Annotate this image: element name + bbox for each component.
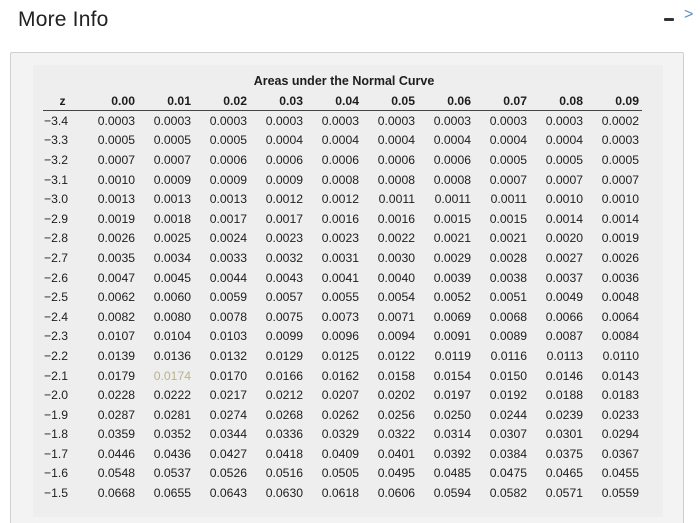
z-value-cell: −1.6 (44, 466, 69, 481)
probability-cell: 0.0060 (153, 290, 191, 305)
probability-cell: 0.0003 (601, 133, 639, 148)
probability-cell: 0.0032 (265, 250, 303, 265)
probability-cell: 0.0183 (601, 388, 639, 403)
probability-cell: 0.0054 (377, 290, 415, 305)
probability-cell: 0.0359 (97, 427, 135, 442)
probability-cell: 0.0256 (377, 407, 415, 422)
probability-cell: 0.0005 (489, 152, 527, 167)
probability-cell: 0.0021 (489, 231, 527, 246)
probability-cell: 0.0003 (545, 113, 583, 128)
probability-cell: 0.0004 (489, 133, 527, 148)
probability-cell: 0.0004 (265, 133, 303, 148)
probability-cell: 0.0233 (601, 407, 639, 422)
probability-cell: 0.0143 (601, 368, 639, 383)
probability-cell: 0.0007 (97, 152, 135, 167)
probability-cell: 0.0048 (601, 290, 639, 305)
z-value-cell: −2.1 (44, 368, 69, 383)
z-value-cell: −3.2 (44, 152, 69, 167)
probability-cell: 0.0166 (265, 368, 303, 383)
column-header: 0.03 (250, 91, 306, 111)
probability-cell: 0.0436 (153, 446, 191, 461)
probability-cell: 0.0197 (433, 388, 471, 403)
z-value-cell: −1.7 (44, 446, 69, 461)
probability-cell: 0.0003 (433, 113, 471, 128)
z-value-cell: −2.8 (44, 231, 69, 246)
z-value-cell: −1.8 (44, 427, 69, 442)
probability-cell: 0.0125 (321, 348, 359, 363)
probability-cell: 0.0154 (433, 368, 471, 383)
probability-cell: 0.0073 (321, 309, 359, 324)
probability-cell: 0.0594 (433, 486, 471, 501)
probability-cell: 0.0606 (377, 486, 415, 501)
probability-cell: 0.0024 (209, 231, 247, 246)
table-row (43, 366, 642, 386)
probability-cell: 0.0179 (97, 368, 135, 383)
z-value-cell: −2.6 (44, 270, 69, 285)
probability-cell: 0.0036 (601, 270, 639, 285)
probability-cell: 0.0582 (489, 486, 527, 501)
z-value-cell: −2.4 (44, 309, 69, 324)
probability-cell: 0.0018 (153, 211, 191, 226)
column-header: 0.07 (474, 91, 530, 111)
probability-cell: 0.0094 (377, 329, 415, 344)
probability-cell: 0.0262 (321, 407, 359, 422)
probability-cell: 0.0571 (545, 486, 583, 501)
column-header-z: z (43, 91, 82, 111)
probability-cell: 0.0016 (321, 211, 359, 226)
probability-cell: 0.0031 (321, 250, 359, 265)
probability-cell: 0.0217 (209, 388, 247, 403)
probability-cell: 0.0010 (601, 192, 639, 207)
probability-cell: 0.0146 (545, 368, 583, 383)
probability-cell: 0.0446 (97, 446, 135, 461)
probability-cell: 0.0505 (321, 466, 359, 481)
probability-cell: 0.0040 (377, 270, 415, 285)
probability-cell: 0.0082 (97, 309, 135, 324)
probability-cell: 0.0025 (153, 231, 191, 246)
dialog-title: More Info (18, 8, 109, 31)
probability-cell: 0.0301 (545, 427, 583, 442)
z-value-cell: −3.0 (44, 192, 69, 207)
probability-cell: 0.0643 (209, 486, 247, 501)
probability-cell: 0.0132 (209, 348, 247, 363)
probability-cell: 0.0035 (97, 250, 135, 265)
next-chevron-icon[interactable]: > (684, 6, 694, 23)
probability-cell: 0.0516 (265, 466, 303, 481)
probability-cell: 0.0465 (545, 466, 583, 481)
probability-cell: 0.0006 (433, 152, 471, 167)
probability-cell: 0.0392 (433, 446, 471, 461)
probability-cell: 0.0059 (209, 290, 247, 305)
probability-cell: 0.0004 (377, 133, 415, 148)
probability-cell: 0.0005 (545, 152, 583, 167)
table-row (43, 385, 642, 405)
probability-cell: 0.0047 (97, 270, 135, 285)
dialog-header (0, 0, 700, 44)
probability-cell: 0.0150 (489, 368, 527, 383)
probability-cell: 0.0019 (601, 231, 639, 246)
probability-cell: 0.0401 (377, 446, 415, 461)
cut-off-row (73, 489, 653, 499)
probability-cell: 0.0003 (377, 113, 415, 128)
probability-cell: 0.0003 (209, 113, 247, 128)
probability-cell: 0.0239 (545, 407, 583, 422)
table-row (43, 268, 642, 288)
probability-cell: 0.0002 (601, 113, 639, 128)
table-caption-text: Areas under the Normal Curve (253, 74, 435, 88)
probability-cell: 0.0015 (489, 211, 527, 226)
probability-cell: 0.0244 (489, 407, 527, 422)
probability-cell: 0.0022 (377, 231, 415, 246)
probability-cell: 0.0010 (545, 192, 583, 207)
column-header: 0.08 (530, 91, 586, 111)
probability-cell: 0.0009 (209, 172, 247, 187)
probability-cell: 0.0322 (377, 427, 415, 442)
probability-cell: 0.0139 (97, 348, 135, 363)
probability-cell: 0.0008 (433, 172, 471, 187)
table-row (43, 307, 642, 327)
probability-cell: 0.0006 (377, 152, 415, 167)
probability-cell: 0.0099 (265, 329, 303, 344)
probability-cell: 0.0003 (153, 113, 191, 128)
probability-cell: 0.0028 (489, 250, 527, 265)
probability-cell: 0.0548 (97, 466, 135, 481)
probability-cell: 0.0071 (377, 309, 415, 324)
probability-cell: 0.0003 (321, 113, 359, 128)
probability-cell: 0.0045 (153, 270, 191, 285)
probability-cell: 0.0003 (265, 113, 303, 128)
table-caption (33, 74, 663, 88)
probability-cell: 0.0051 (489, 290, 527, 305)
probability-cell: 0.0007 (545, 172, 583, 187)
probability-cell: 0.0188 (545, 388, 583, 403)
probability-cell: 0.0006 (209, 152, 247, 167)
column-header: 0.05 (362, 91, 418, 111)
probability-cell: 0.0005 (97, 133, 135, 148)
column-header: 0.06 (418, 91, 474, 111)
probability-cell: 0.0052 (433, 290, 471, 305)
probability-cell: 0.0559 (601, 486, 639, 501)
probability-cell: 0.0026 (97, 231, 135, 246)
table-row (43, 287, 642, 307)
table-body (43, 111, 642, 503)
probability-cell: 0.0455 (601, 466, 639, 481)
probability-cell: 0.0029 (433, 250, 471, 265)
z-value-cell: −2.5 (44, 290, 69, 305)
probability-cell: 0.0014 (601, 211, 639, 226)
z-value-cell: −2.0 (44, 388, 69, 403)
probability-cell: 0.0069 (433, 309, 471, 324)
table-row (43, 150, 642, 170)
probability-cell: 0.0307 (489, 427, 527, 442)
probability-cell: 0.0174 (153, 368, 191, 383)
table-header-row (43, 91, 642, 111)
probability-cell: 0.0017 (265, 211, 303, 226)
minimize-button[interactable] (664, 18, 674, 21)
probability-cell: 0.0068 (489, 309, 527, 324)
probability-cell: 0.0037 (545, 270, 583, 285)
probability-cell: 0.0006 (321, 152, 359, 167)
table-row (43, 170, 642, 190)
probability-cell: 0.0103 (209, 329, 247, 344)
probability-cell: 0.0004 (545, 133, 583, 148)
probability-cell: 0.0427 (209, 446, 247, 461)
column-header: 0.00 (82, 91, 138, 111)
probability-cell: 0.0475 (489, 466, 527, 481)
probability-cell: 0.0212 (265, 388, 303, 403)
column-header: 0.02 (194, 91, 250, 111)
probability-cell: 0.0012 (265, 192, 303, 207)
table-row (43, 229, 642, 249)
probability-cell: 0.0005 (153, 133, 191, 148)
probability-cell: 0.0202 (377, 388, 415, 403)
z-value-cell: −2.2 (44, 348, 69, 363)
probability-cell: 0.0005 (601, 152, 639, 167)
probability-cell: 0.0104 (153, 329, 191, 344)
table-row (43, 111, 642, 131)
probability-cell: 0.0005 (209, 133, 247, 148)
probability-cell: 0.0064 (601, 309, 639, 324)
probability-cell: 0.0110 (602, 348, 639, 363)
probability-cell: 0.0044 (209, 270, 247, 285)
probability-cell: 0.0084 (601, 329, 639, 344)
probability-cell: 0.0136 (153, 348, 191, 363)
probability-cell: 0.0537 (153, 466, 191, 481)
probability-cell: 0.0041 (321, 270, 359, 285)
z-value-cell: −1.5 (44, 486, 69, 501)
probability-cell: 0.0080 (153, 309, 191, 324)
probability-cell: 0.0352 (153, 427, 191, 442)
probability-cell: 0.0013 (209, 192, 247, 207)
probability-cell: 0.0020 (545, 231, 583, 246)
probability-cell: 0.0027 (545, 250, 583, 265)
table-row (43, 189, 642, 209)
table-row (43, 248, 642, 268)
probability-cell: 0.0015 (433, 211, 471, 226)
probability-cell: 0.0618 (321, 486, 359, 501)
probability-cell: 0.0009 (153, 172, 191, 187)
z-value-cell: −3.1 (44, 172, 69, 187)
probability-cell: 0.0019 (97, 211, 135, 226)
column-header: 0.09 (586, 91, 642, 111)
probability-cell: 0.0009 (265, 172, 303, 187)
probability-cell: 0.0039 (433, 270, 471, 285)
probability-cell: 0.0630 (265, 486, 303, 501)
probability-cell: 0.0007 (153, 152, 191, 167)
probability-cell: 0.0122 (377, 348, 415, 363)
probability-cell: 0.0495 (377, 466, 415, 481)
column-header: 0.01 (138, 91, 194, 111)
table-row (43, 464, 642, 484)
z-value-cell: −2.7 (44, 250, 69, 265)
probability-cell: 0.0011 (490, 192, 527, 207)
table-row (43, 346, 642, 366)
probability-cell: 0.0003 (97, 113, 135, 128)
probability-cell: 0.0010 (97, 172, 135, 187)
table-row (43, 444, 642, 464)
probability-cell: 0.0023 (321, 231, 359, 246)
probability-cell: 0.0096 (321, 329, 359, 344)
probability-cell: 0.0034 (153, 250, 191, 265)
probability-cell: 0.0043 (265, 270, 303, 285)
probability-cell: 0.0016 (377, 211, 415, 226)
probability-cell: 0.0030 (377, 250, 415, 265)
probability-cell: 0.0055 (321, 290, 359, 305)
table-row (43, 209, 642, 229)
probability-cell: 0.0007 (601, 172, 639, 187)
table-row (43, 131, 642, 151)
z-value-cell: −3.3 (44, 133, 69, 148)
column-header: 0.04 (306, 91, 362, 111)
probability-cell: 0.0409 (321, 446, 359, 461)
probability-cell: 0.0384 (489, 446, 527, 461)
probability-cell: 0.0281 (153, 407, 191, 422)
probability-cell: 0.0329 (321, 427, 359, 442)
probability-cell: 0.0011 (378, 192, 415, 207)
probability-cell: 0.0250 (433, 407, 471, 422)
probability-cell: 0.0007 (489, 172, 527, 187)
probability-cell: 0.0049 (545, 290, 583, 305)
normal-table-sheet (33, 65, 663, 517)
probability-cell: 0.0222 (153, 388, 191, 403)
probability-cell: 0.0011 (434, 192, 471, 207)
probability-cell: 0.0057 (265, 290, 303, 305)
table-row (43, 425, 642, 445)
probability-cell: 0.0107 (97, 329, 135, 344)
probability-cell: 0.0017 (209, 211, 247, 226)
probability-cell: 0.0004 (433, 133, 471, 148)
probability-cell: 0.0158 (377, 368, 415, 383)
probability-cell: 0.0021 (433, 231, 471, 246)
probability-cell: 0.0038 (489, 270, 527, 285)
probability-cell: 0.0207 (321, 388, 359, 403)
probability-cell: 0.0119 (434, 348, 471, 363)
probability-cell: 0.0287 (97, 407, 135, 422)
probability-cell: 0.0344 (209, 427, 247, 442)
probability-cell: 0.0013 (153, 192, 191, 207)
probability-cell: 0.0274 (209, 407, 247, 422)
z-value-cell: −2.9 (44, 211, 69, 226)
probability-cell: 0.0003 (489, 113, 527, 128)
probability-cell: 0.0078 (209, 309, 247, 324)
z-value-cell: −1.9 (44, 407, 69, 422)
probability-cell: 0.0268 (265, 407, 303, 422)
probability-cell: 0.0526 (209, 466, 247, 481)
probability-cell: 0.0026 (601, 250, 639, 265)
probability-cell: 0.0087 (545, 329, 583, 344)
normal-curve-table (43, 91, 642, 503)
probability-cell: 0.0004 (321, 133, 359, 148)
probability-cell: 0.0418 (265, 446, 303, 461)
probability-cell: 0.0116 (490, 348, 527, 363)
table-row (43, 405, 642, 425)
probability-cell: 0.0091 (433, 329, 471, 344)
z-value-cell: −3.4 (44, 113, 69, 128)
probability-cell: 0.0008 (321, 172, 359, 187)
probability-cell: 0.0228 (97, 388, 135, 403)
probability-cell: 0.0113 (546, 348, 583, 363)
probability-cell: 0.0066 (545, 309, 583, 324)
probability-cell: 0.0075 (265, 309, 303, 324)
z-value-cell: −2.3 (44, 329, 69, 344)
probability-cell: 0.0192 (489, 388, 527, 403)
probability-cell: 0.0668 (97, 486, 135, 501)
probability-cell: 0.0314 (433, 427, 471, 442)
probability-cell: 0.0170 (209, 368, 247, 383)
probability-cell: 0.0336 (265, 427, 303, 442)
probability-cell: 0.0375 (545, 446, 583, 461)
probability-cell: 0.0294 (601, 427, 639, 442)
probability-cell: 0.0062 (97, 290, 135, 305)
probability-cell: 0.0655 (153, 486, 191, 501)
probability-cell: 0.0089 (489, 329, 527, 344)
probability-cell: 0.0013 (97, 192, 135, 207)
probability-cell: 0.0012 (321, 192, 359, 207)
probability-cell: 0.0129 (265, 348, 303, 363)
probability-cell: 0.0367 (601, 446, 639, 461)
probability-cell: 0.0033 (209, 250, 247, 265)
probability-cell: 0.0006 (265, 152, 303, 167)
probability-cell: 0.0014 (545, 211, 583, 226)
probability-cell: 0.0023 (265, 231, 303, 246)
table-row (43, 327, 642, 347)
probability-cell: 0.0008 (377, 172, 415, 187)
probability-cell: 0.0162 (321, 368, 359, 383)
probability-cell: 0.0485 (433, 466, 471, 481)
